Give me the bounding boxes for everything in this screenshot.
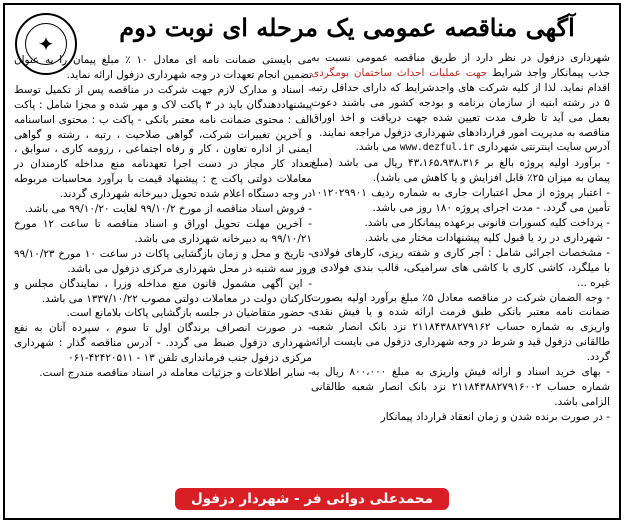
paragraph-text: اقدام نماید. لذا از کلیه شرکت های واجدشرایط که دارای حداقل رتبه ۵ در رشته ابنیه از سازمان برنامه و بودجه کشور می باشند دعوت بعمل می آید تا ظرف مدت تعیین شده جهت دریافت و اخذ اوراق مناقصه به مدیریت امور قراردادهای شهرداری دزفول مراجعه نمایند. [311,81,610,139]
paragraph-text: - اعتبار پروژه از محل اعتبارات جاری به شماره ردیف ۱۰۱۲۰۲۹۹۰۱ تأمین می گردد. - مدت اجرای پروژه ۱۸۰ روز می باشد. [311,187,610,215]
paragraph-text: آدرس سایت اینترنتی شهرداری [474,141,610,154]
left-paragraph: - حضور متقاضیان در جلسه بازگشایی پاکات بلامانع است. [66,307,312,320]
paragraph-text: می باشد. [355,141,400,154]
left-paragraph: - در صورت انصراف برندگان اول تا سوم ، سپرده آنان به نفع شهرداری دزفول ضبط می گردد. - آدرس مناقصه گذار : شهرداری مرکزی دزفول جنب فرمانداری تلفن ۱۳ - ۴۲۴۲۰۵۱۱-۰۶۱ [14,322,312,365]
paragraph-text: - پرداخت کلیه کسورات قانونی برعهده پیمانکار می باشد. [364,216,610,229]
paragraph-text: - مشخصات اجرائی شامل : آجر کاری و شفته ریزی، کارهای فولادی با میلگرد، کاشی کاری با کاشی های سرامیکی، قالب بندی فولادی و غیره ... [311,246,610,289]
right-paragraph [311,410,610,425]
left-paragraph: - این آگهی مشمول قانون منع مداخله وزرا ، نمایندگان مجلس و کارکنان دولت در معاملات دولتی مصوب ۱۳۳۷/۱۰/۲۲ می باشد. [14,277,312,305]
right-paragraph [311,186,610,216]
right-paragraph [311,365,610,410]
left-paragraph: - آخرین مهلت تحویل اوراق و اسناد مناقصه تا ساعت ۱۲ مورخ ۹۹/۱۰/۲۱ به دبیرخانه شهرداری می باشد. [14,217,312,245]
left-paragraph: - اسناد و مدارک لازم جهت شرکت در مناقصه پس از تکمیل توسط پیشنهاددهندگان باید در ۳ پاکت لاک و مهر شده و مجزا شامل : پاکت الف : محتوی ضمانت نامه معتبر بانکی - پاکت ب : محتوی اساسنامه و آخرین تغییرات شرکت، گواهی صلاحیت ، رتبه ، رشته و گواهی ایمنی از اداره تعاون ، کار و رفاه اجتماعی ، رزومه کاری ، سوابق ، تعداد کار مجاز در دست اجرا تعهدنامه منع مداخله کارمندان در معاملات دولتی پاکت ج : پیشنهاد قیمت با برآورد محاسبات مربوطه در وجه دستگاه اعلام شده تحویل دبیرخانه شهرداری گردند. [14,83,312,201]
left-paragraph: می بایستی ضمانت نامه ای معادل ۱۰ ٪ مبلغ پیمان را به عنوان تضمین انجام تعهدات در وجه شهرداری دزفول ارائه نماید. [14,54,312,81]
right-column [311,51,610,425]
right-paragraph [311,140,610,156]
paragraph-text: - برآورد اولیه پروژه بالغ بر ۴۳،۱۶۵،۹۳۸،۳۱۶ ریال می باشد (مبلغ پیمان به میزان ۲۵٪ قابل افزایش و یا کاهش می باشد). [311,157,610,185]
paragraph-text: - در صورت برنده شدن و زمان انعقاد قرارداد پیمانکار [380,410,610,423]
right-paragraph [311,231,610,246]
paragraph-text: شهرداری دزفول در نظر دارد از طریق مناقصه عمومی نسبت به جذب پیمانکار واجد شرایط [311,52,610,79]
right-paragraph [311,216,610,231]
paragraph-text: - بهای خرید اسناد و ارائه فیش واریزی به مبلغ ۸۰۰،۰۰۰ ریال به شماره حساب ۲۱۱۸۴۳۸۸۲۷۹۱۶۰۰۲ نزد بانک انصار شعبه طالقانی الزامی باشد. [311,366,610,408]
notice-title: آگهی مناقصه عمومی یک مرحله ای نوبت دوم [119,13,575,42]
left-column [14,53,312,381]
website-link[interactable]: www.dezful.ir [399,142,475,154]
signature-banner: محمدعلی دوائی فر - شهردار دزفول [175,488,449,510]
paragraph-text: - شهرداری در رد یا قبول کلیه پیشنهادات مختار می باشد. [364,231,610,244]
left-paragraph: - فروش اسناد مناقصه از مورخ ۹۹/۱۰/۲ لغایت ۹۹/۱۰/۲۰ می باشد. [24,203,312,216]
right-paragraph [311,291,610,366]
right-paragraph [311,51,610,140]
highlighted-project-name: جهت عملیات احداث ساختمان بومگردی [311,66,488,79]
right-paragraph [311,246,610,291]
notice-frame [3,3,621,520]
left-paragraph: - تاریخ و محل و زمان بازگشایی پاکات در ساعت ۱۰ مورخ ۹۹/۱۰/۲۳ روز سه شنبه در محل شهرداری مرکزی دزفول می باشد. [14,247,312,275]
paragraph-text: - وجه الضمان شرکت در مناقصه معادل ۵٪ مبلغ برآورد اولیه بصورت ضمانت نامه معتبر بانکی طبق فرمت ارائه شده و یا فیش نقدی واریزی به شماره حساب ۲۱۱۸۴۳۸۸۲۷۹۱۶۲ نزد بانک انصار شعبه طالقانی دزفول قید و شرط در وجه شهرداری دزفول می بایست ارائه گردد. [311,291,610,364]
emblem-inner-icon: ✦ [25,23,67,65]
left-paragraph: - سایر اطلاعات و جزئیات معامله در اسناد مناقصه مندرج است. [39,367,312,380]
right-paragraph [311,156,610,186]
